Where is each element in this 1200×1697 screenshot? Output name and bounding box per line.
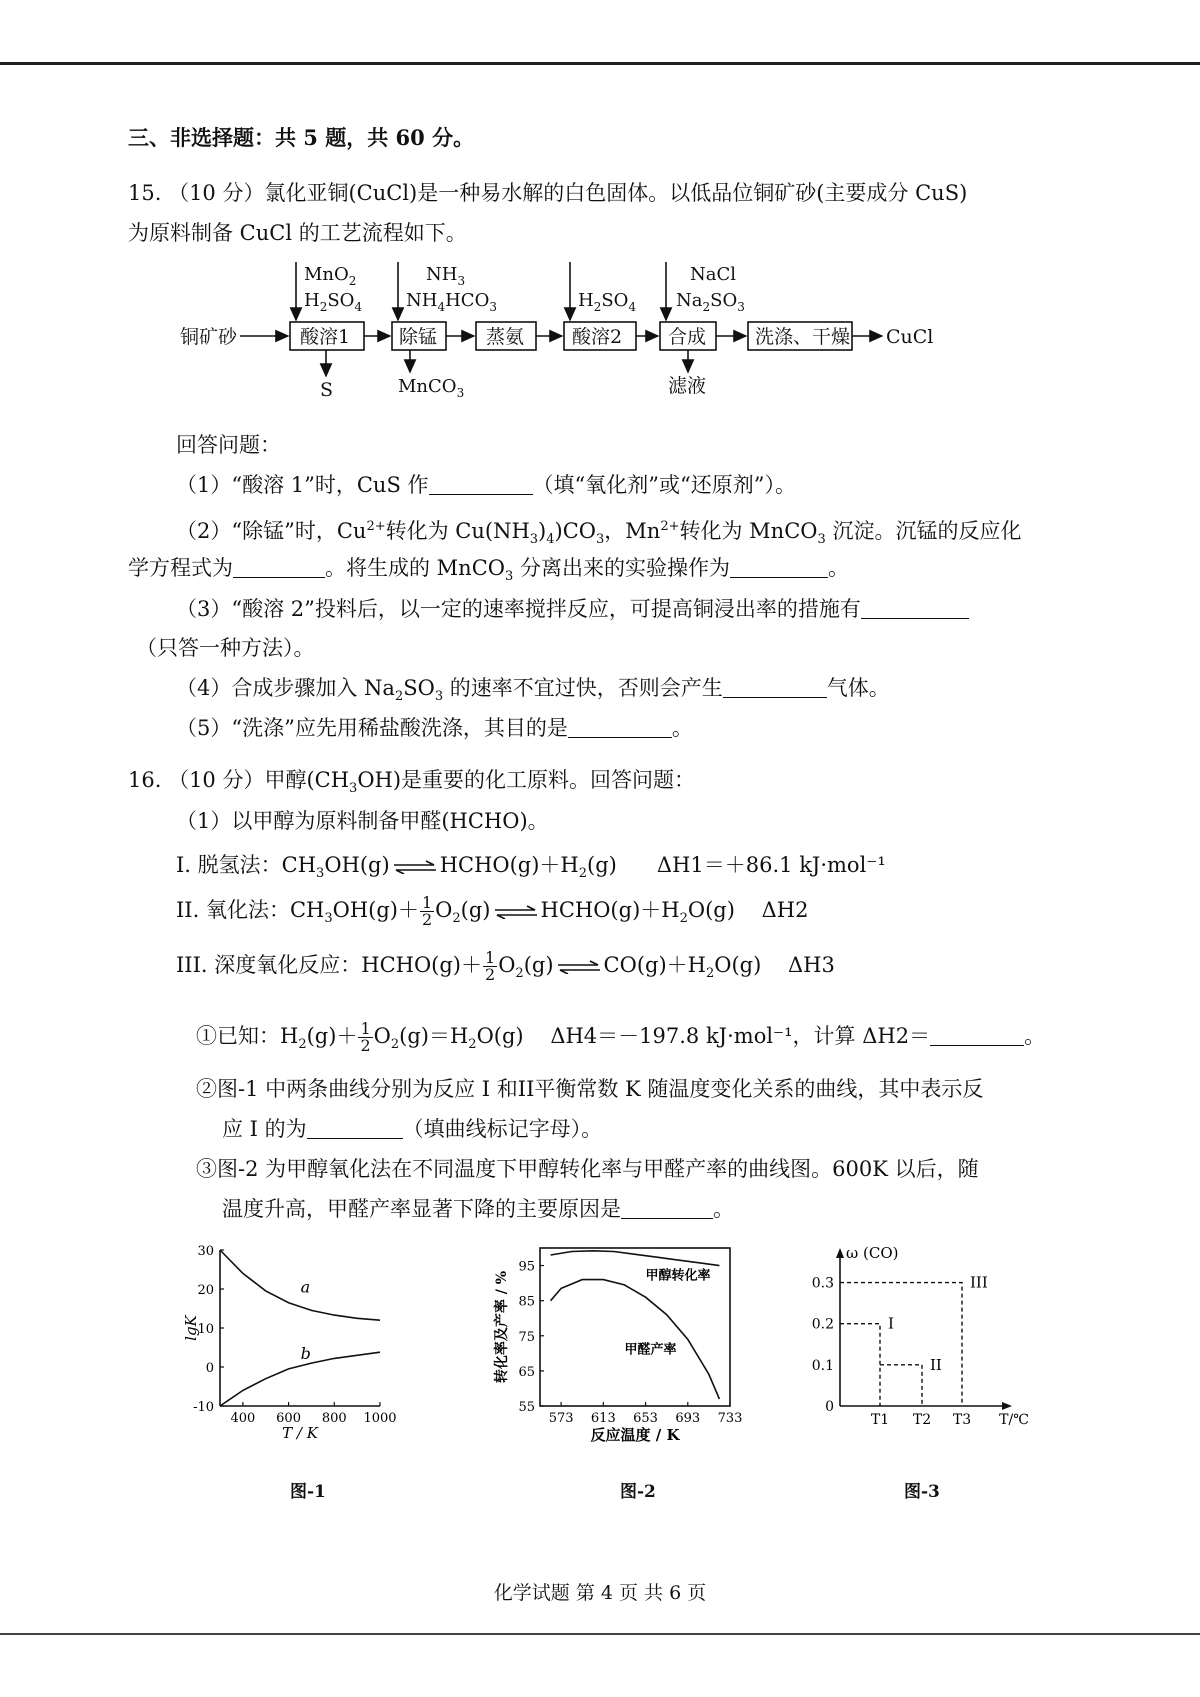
fig3-x-tick-label: T1 — [870, 1412, 890, 1428]
page-footer: 化学试题 第 4 页 共 6 页 — [493, 1582, 707, 1604]
fig2-curve-0 — [551, 1251, 720, 1266]
flow-start-label: 铜矿砂 — [180, 326, 238, 348]
fig3-label-I: I — [888, 1314, 894, 1333]
fig2-series-label-0: 甲醇转化率 — [645, 1268, 711, 1284]
fig1-y-tick-label: -10 — [193, 1400, 214, 1415]
top-rule — [0, 62, 1200, 65]
equilibrium-arrow — [556, 960, 602, 974]
q15-part4: （4）合成步骤加入 $Na_2SO_3$ 的速率不宜过快，否则会产生 气体。 — [176, 676, 890, 705]
equilibrium-arrow — [493, 905, 539, 919]
svg-text:MnO2: MnO$_2$ — [304, 264, 357, 288]
q16-stem: 16. （10 分）甲醇$(CH_3OH)$是重要的化工原料。回答问题： — [128, 768, 696, 797]
q16-q3-line2: 温度升高，甲醛产率显著下降的主要原因是 。 — [222, 1197, 734, 1221]
q15-part3-line2: （只答一种方法）。 — [136, 636, 315, 660]
step-ammonia-label: 蒸氨 — [486, 326, 525, 348]
reaction-3: III. 深度氧化反应：HCHO(g)＋ $\frac{1}{2}$ $O_2(g)$ $CO(g)+H_2O(g)$ ΔH3 — [176, 948, 835, 984]
known-reaction: ①已知：$H_2(g)+$ $\frac{1}{2}$ $O_2(g)=H_2O(g)$ ΔH4＝－197.8 kJ·mol⁻¹，计算 ΔH2＝ 。 — [196, 1019, 1046, 1055]
fig3-y-label: ω (CO) — [846, 1244, 899, 1262]
fig2-curve-1 — [551, 1280, 720, 1399]
fig2-x-tick-label: 693 — [675, 1411, 701, 1426]
q16-q3-line1: ③图-2 为甲醇氧化法在不同温度下甲醇转化率与甲醛产率的曲线图。600K 以后，随 — [196, 1157, 979, 1181]
fig1-x-tick-label: 800 — [321, 1411, 347, 1426]
answer-blank-8[interactable] — [307, 1118, 403, 1139]
figure-2-conversion-chart — [490, 1240, 760, 1460]
fig1-y-label: lgK — [182, 1315, 200, 1341]
step-acid1-label: 酸溶1 — [300, 326, 351, 348]
flow-end-label: CuCl — [886, 326, 934, 348]
step-wash-dry-label: 洗涤、干燥 — [755, 326, 851, 348]
answer-blank-9[interactable] — [621, 1198, 713, 1219]
byproduct-mnco3: MnCO$_3$ — [398, 376, 465, 400]
fig3-y-tick-label: 0.1 — [811, 1357, 834, 1374]
fig2-y-tick-label: 55 — [518, 1400, 535, 1415]
figure-1-lgk-chart — [180, 1240, 420, 1460]
fig2-y-tick-label: 95 — [518, 1259, 535, 1275]
fig1-x-tick-label: 400 — [230, 1411, 256, 1426]
fig3-x-label: T/℃ — [999, 1412, 1029, 1428]
answer-blank-5[interactable] — [723, 677, 827, 698]
fig1-curve-label-a: a — [300, 1277, 311, 1297]
byproduct-s: S — [320, 379, 334, 401]
answer-blank-6[interactable] — [568, 717, 672, 738]
q16-q2-line1: ②图-1 中两条曲线分别为反应 I 和II平衡常数 K 随温度变化关系的曲线，其中表示反 — [196, 1077, 984, 1101]
process-flowchart — [180, 262, 1080, 402]
section-title: 三、非选择题：共 5 题，共 60 分。 — [128, 125, 475, 150]
answer-blank-3[interactable] — [730, 557, 828, 578]
fig1-y-tick-label: 30 — [197, 1244, 214, 1259]
answer-prompt: 回答问题： — [176, 433, 281, 457]
reaction-1: I. 脱氢法：$CH_3OH(g)$ $HCHO(g)+H_2(g)$ ΔH1＝＋86.1 kJ·mol⁻¹ — [176, 853, 886, 882]
q15-stem-line2: 为原料制备 CuCl 的工艺流程如下。 — [128, 221, 467, 245]
fig2-x-tick-label: 573 — [548, 1411, 574, 1426]
fig3-label-III: III — [970, 1273, 988, 1292]
step-mn-removal-label: 除锰 — [399, 326, 438, 348]
step-synthesis-label: 合成 — [668, 326, 707, 348]
svg-text:H2SO4: $H_2SO_4$ — [304, 290, 363, 314]
q15-part3-line1: （3）“酸溶 2”投料后，以一定的速率搅拌反应，可提高铜浸出率的措施有 — [176, 594, 969, 624]
fig2-x-tick-label: 733 — [717, 1411, 743, 1426]
answer-blank-1[interactable] — [429, 474, 533, 495]
fig3-x-tick-label: T3 — [952, 1412, 972, 1428]
svg-text:NaCl: NaCl — [690, 264, 737, 285]
fig1-curve-label-b: b — [300, 1343, 311, 1363]
step-acid2-label: 酸溶2 — [572, 326, 623, 348]
fig1-x-label: T / K — [282, 1424, 318, 1442]
bottom-rule — [0, 1633, 1200, 1635]
reaction-2: II. 氧化法：$CH_3OH(g)+$ $\frac{1}{2}$ $O_2(g)$ $HCHO(g)+H_2O(g)$ ΔH2 — [176, 893, 809, 929]
answer-blank-2[interactable] — [233, 557, 325, 578]
svg-text:H2SO4: $H_2SO_4$ — [578, 290, 637, 314]
fig3-level-II — [880, 1365, 922, 1406]
fig3-level-I — [840, 1324, 880, 1406]
fig3-y-arrow — [836, 1248, 844, 1258]
q15-part2-line2: 学方程式为 。将生成的 MnCO$_3$ 分离出来的实验操作为 。 — [128, 556, 849, 585]
fig1-y-tick-label: 0 — [205, 1361, 214, 1376]
fig3-level-III — [840, 1283, 962, 1406]
equilibrium-arrow — [392, 860, 438, 874]
fig2-x-tick-label: 653 — [633, 1411, 658, 1426]
fig2-y-label: 转化率及产率 / % — [494, 1270, 510, 1384]
answer-blank-7[interactable] — [930, 1025, 1024, 1046]
fig3-x-tick-label: T2 — [912, 1412, 932, 1428]
q15-stem-line1: 15. （10 分）氯化亚铜(CuCl)是一种易水解的白色固体。以低品位铜矿砂(主要成分 CuS) — [128, 181, 968, 205]
fig2-y-tick-label: 85 — [518, 1294, 535, 1310]
fig1-y-tick-label: 10 — [197, 1322, 214, 1337]
svg-text:NH3: $NH_3$ — [426, 264, 466, 288]
fig3-y-tick-label: 0 — [825, 1399, 834, 1415]
q16-part1: （1）以甲醇为原料制备甲醛(HCHO)。 — [176, 809, 549, 833]
figure-1-caption: 图-1 — [290, 1482, 326, 1502]
fig2-x-label: 反应温度 / K — [590, 1426, 680, 1444]
fig2-x-tick-label: 613 — [590, 1411, 616, 1426]
fig2-y-tick-label: 75 — [518, 1329, 535, 1345]
svg-text:Na2SO3: $Na_2SO_3$ — [676, 290, 745, 314]
q15-part2-line1: （2）“除锰”时，$Cu^{2+}$转化为 $Cu(NH_3)_4)CO_3$，$Mn^{2+}$转化为 MnCO$_3$ 沉淀。沉锰的反应化 — [176, 519, 1022, 548]
svg-text:NH4HCO3: $NH_4HCO_3$ — [406, 290, 497, 314]
figure-3-caption: 图-3 — [904, 1482, 940, 1502]
fig3-y-tick-label: 0.3 — [811, 1275, 834, 1292]
fig3-x-arrow — [1002, 1402, 1012, 1410]
q16-q2-line2: 应 I 的为 （填曲线标记字母）。 — [222, 1117, 603, 1141]
figure-2-caption: 图-2 — [620, 1482, 656, 1502]
answer-blank-4[interactable] — [861, 598, 969, 619]
fig1-x-tick-label: 600 — [276, 1411, 301, 1426]
fig2-series-label-1: 甲醛产率 — [624, 1342, 677, 1358]
fig3-y-tick-label: 0.2 — [811, 1316, 834, 1333]
fig1-y-tick-label: 20 — [197, 1283, 214, 1298]
fig2-y-tick-label: 65 — [518, 1364, 535, 1380]
figure-3-co-fraction-chart — [800, 1240, 1040, 1460]
q15-part5: （5）“洗涤”应先用稀盐酸洗涤，其目的是 。 — [176, 716, 693, 740]
byproduct-filtrate: 滤液 — [668, 375, 707, 397]
fig3-label-II: II — [930, 1355, 942, 1374]
fig1-x-tick-label: 1000 — [363, 1411, 397, 1426]
q15-part1: （1）“酸溶 1”时，CuS 作 （填“氧化剂”或“还原剂”）。 — [176, 473, 796, 497]
